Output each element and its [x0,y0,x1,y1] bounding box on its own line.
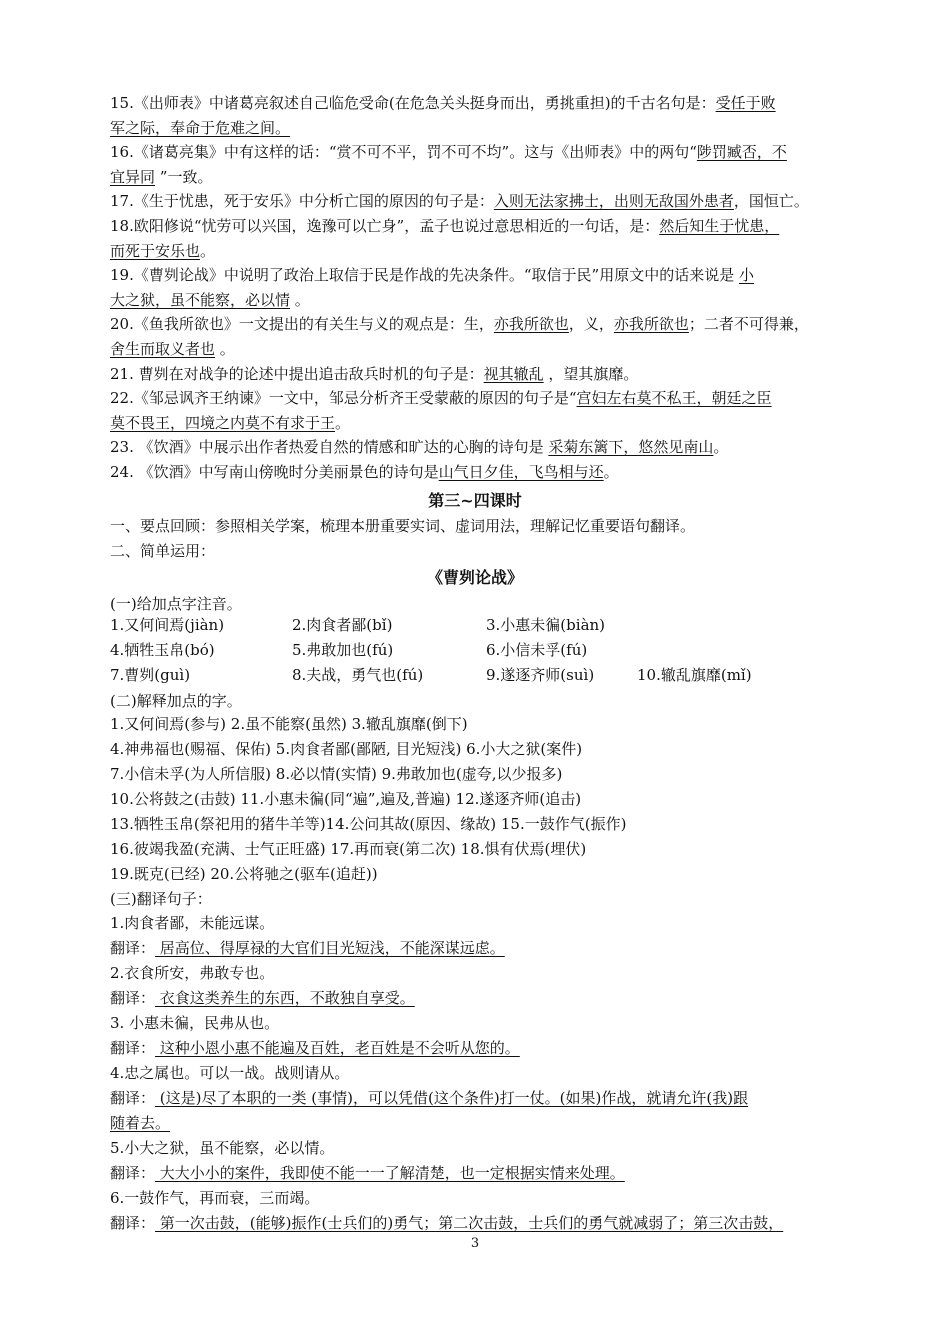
intro-line [110,515,850,537]
answer-text: 视其辙乱 [483,364,544,383]
fill-in-line [110,264,850,286]
fill-in-line [110,436,850,458]
fill-in-line [110,412,850,434]
translate-label: 翻译： [110,989,156,1007]
question-text: 18.欧阳修说“忧劳可以兴国，逸豫可以亡身”，孟子也说过意思相近的一句话，是： [110,217,660,235]
question-text: 20.《鱼我所欲也》一文提出的有关生与义的观点是：生， [110,315,494,334]
answer-text: 陟罚臧否，不 [696,143,787,162]
answer-text: 第一次击鼓，(能够)振作(士兵们的)勇气；第二次击鼓，士兵们的勇气就减弱了；第三次击鼓， [155,1214,784,1232]
translate-answer-cont [110,1112,850,1134]
page-number: 3 [470,1236,480,1251]
question-text: 。 [290,290,310,309]
translate-question [110,1187,850,1209]
answer-text: 小 [738,266,754,285]
intro-text: 二、简单运用： [110,542,216,560]
lesson-title: 《曹刿论战》 [426,568,523,587]
answer-text: 宜异同 [110,167,156,186]
translate-answer [110,1037,850,1059]
translate-label: 翻译： [110,1089,156,1107]
answer-text: 军之际，奉命于危难之间。 [110,118,291,137]
answer-text: 而死于安乐也 [110,241,201,260]
fill-in-line [110,461,850,483]
pinyin-item: 1.又何间焉(jiàn) [110,616,225,634]
question-text: 2.衣食所安，弗敢专也。 [110,964,275,982]
question-text: 21. 曹刿在对战争的论述中提出追击敌兵时机的句子是： [110,364,484,383]
explain-row [110,863,850,885]
translate-question [110,912,850,934]
explain-text: 13.牺牲玉帛(祭祀用的猪牛羊等)14.公问其故(原因、缘故) 15.一鼓作气(振作) [110,815,627,833]
question-text: 。 [335,413,351,432]
question-text: 23. 《饮酒》中展示出作者热爱自然的情感和旷达的心胸的诗句是 [110,438,549,457]
explain-row [110,813,850,835]
answer-text: 宫妇左右莫不私王，朝廷之臣 [576,389,772,408]
intro-line [110,540,850,562]
explain-row [110,788,850,810]
translate-label: 翻译： [110,939,156,957]
question-text: ，义， [568,315,614,334]
answer-text: 采菊东篱下，悠然见南山 [548,438,714,457]
explain-text: 10.公将鼓之(击鼓) 11.小惠未徧(同“遍”,遍及,普遍) 12.遂逐齐师(追击) [110,790,582,808]
fill-in-line [110,190,850,212]
part-title-text: (二)解释加点的字。 [110,692,242,710]
explain-text: 19.既克(已经) 20.公将驰之(驱车(追赶)) [110,865,378,883]
fill-in-line [110,166,850,188]
question-text: 16.《诸葛亮集》中有这样的话：“赏不可不平，罚不可不均”。这与《出师表》中的两句“ [110,143,697,162]
question-text: 1.肉食者鄙，未能远谋。 [110,914,275,932]
translate-question [110,962,850,984]
fill-in-line [110,313,850,335]
explain-text: 7.小信未孚(为人所信服) 8.必以情(实情) 9.弗敢加也(虚夸,以少报多) [110,765,563,783]
question-text: 19.《曹刿论战》中说明了政治上取信于民是作战的先决条件。“取信于民”用原文中的话来说是 [110,266,739,285]
question-text: ；二者不可得兼， [688,315,809,334]
question-text: ，国恒亡。 [733,192,809,211]
explain-row [110,838,850,860]
answer-text: 亦我所欲也 [613,315,689,334]
answer-text: 衣食这类养生的东西，不敢独自享受。 [155,989,415,1007]
fill-in-line [110,92,850,114]
translate-label: 翻译： [110,1039,156,1057]
part-title [110,690,850,712]
pinyin-item: 8.夫战，勇气也(fú) [292,666,424,684]
question-text: 5.小大之狱，虽不能察，必以情。 [110,1139,335,1157]
answer-text: 大大小小的案件，我即使不能一一了解清楚，也一定根据实情来处理。 [155,1164,625,1182]
answer-text: 舍生而取义者也 [110,340,216,358]
fill-in-line [110,141,850,163]
pinyin-item: 4.牺牲玉帛(bó) [110,641,215,659]
translate-question [110,1062,850,1084]
question-text: 17.《生于忧患，死于安乐》中分析亡国的原因的句子是： [110,192,494,211]
part-title [110,593,850,615]
question-text: 。 [603,463,619,481]
fill-in-line [110,338,850,360]
translate-label: 翻译： [110,1214,156,1232]
question-text: 15.《出师表》中诸葛亮叙述自己临危受命(在危急关头挺身而出，勇挑重担)的千古名句是： [110,94,716,112]
part-title [110,888,850,910]
answer-text: 居高位、得厚禄的大官们目光短浅，不能深谋远虑。 [155,939,505,957]
translate-answer [110,1162,850,1184]
pinyin-item: 5.弗敢加也(fú) [292,641,394,659]
answer-text: 随着去。 [110,1114,171,1132]
explain-row [110,713,850,735]
fill-in-line [110,240,850,262]
explain-text: 16.彼竭我盈(充满、士气正旺盛) 17.再而衰(第二次) 18.惧有伏焉(埋伏) [110,840,587,858]
fill-in-line [110,363,850,385]
fill-in-line [110,215,850,237]
fill-in-line [110,117,850,139]
explain-text: 4.神弗福也(赐福、保佑) 5.肉食者鄙(鄙陋, 目光短浅) 6.小大之狱(案件) [110,740,583,758]
translate-question [110,1012,850,1034]
explain-text: 1.又何间焉(参与) 2.虽不能察(虽然) 3.辙乱旗靡(倒下) [110,715,468,733]
question-text: 24. 《饮酒》中写南山傍晚时分美丽景色的诗句是 [110,463,439,481]
pinyin-item: 10.辙乱旗靡(mǐ) [637,666,752,684]
section-title: 第三~四课时 [428,491,522,510]
answer-text: (这是)尽了本职的一类 (事情)，可以凭借(这个条件)打一仗。(如果)作战，就请允许(我)跟 [155,1089,749,1107]
explain-row [110,738,850,760]
part-title-text: (三)翻译句子： [110,890,212,908]
fill-in-line [110,289,850,311]
pinyin-item: 7.曹刿(guì) [110,666,191,684]
answer-text: 大之狱，虽不能察，必以情 [110,290,291,309]
question-text: ”一致。 [155,167,213,186]
answer-text: 然后知生于忧患， [659,217,780,235]
pinyin-item: 2.肉食者鄙(bǐ) [292,616,393,634]
part-title-text: (一)给加点字注音。 [110,595,242,613]
answer-text: 莫不畏王，四境之内莫不有求于王 [110,413,336,432]
translate-answer [110,937,850,959]
explain-row [110,763,850,785]
question-text: ，望其旗靡。 [543,364,639,383]
translate-question [110,1137,850,1159]
question-text: 6.一鼓作气，再而衰，三而竭。 [110,1189,320,1207]
question-text: 3. 小惠未徧，民弗从也。 [110,1014,280,1032]
fill-in-line [110,387,850,409]
pinyin-item: 6.小信未孚(fú) [486,641,588,659]
pinyin-item: 3.小惠未徧(biàn) [486,616,606,634]
question-text: 。 [215,340,235,358]
question-text: 4.忠之属也。可以一战。战则请从。 [110,1064,350,1082]
question-text: 。 [200,241,216,260]
question-text: 22.《邹忌讽齐王纳谏》一文中，邹忌分析齐王受蒙蔽的原因的句子是“ [110,389,577,408]
answer-text: 入则无法家拂士，出则无敌国外患者 [493,192,734,211]
answer-text: 这种小恩小惠不能遍及百姓，老百姓是不会听从您的。 [155,1039,520,1057]
question-text: 。 [713,438,729,457]
translate-answer [110,1212,850,1234]
intro-text: 一、要点回顾：参照相关学案，梳理本册重要实词、虚词用法，理解记忆重要语句翻译。 [110,517,696,535]
pinyin-item: 9.遂逐齐师(suì) [486,666,595,684]
answer-text: 受任于败 [715,94,776,112]
answer-text: 山气日夕佳，飞鸟相与还 [438,463,604,481]
answer-text: 亦我所欲也 [493,315,569,334]
translate-label: 翻译： [110,1164,156,1182]
translate-answer [110,987,850,1009]
translate-answer [110,1087,850,1109]
